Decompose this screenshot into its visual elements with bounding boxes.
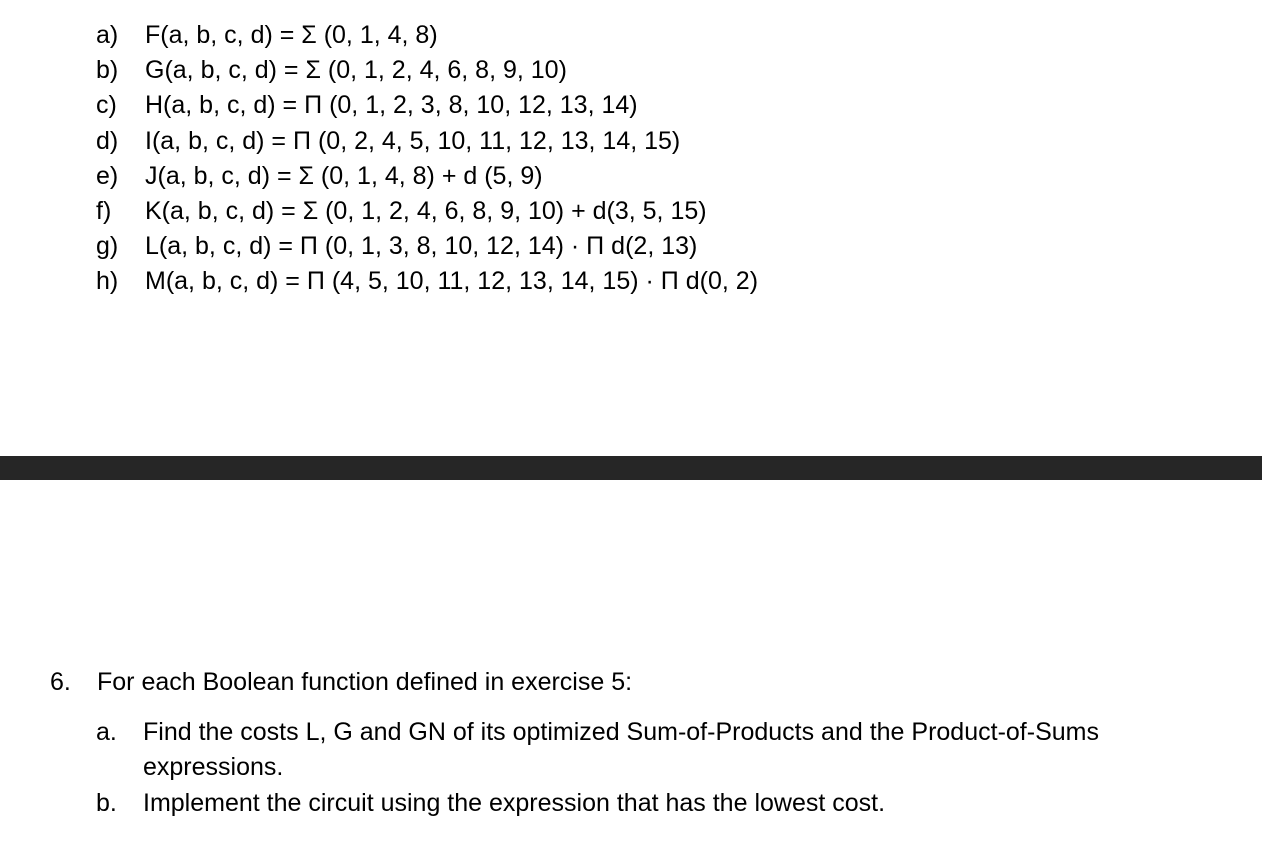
function-item-d — [96, 124, 1196, 159]
function-expression: G(a, b, c, d) = Σ (0, 1, 2, 4, 6, 8, 9, 10) — [145, 56, 567, 85]
function-item-b — [96, 53, 1196, 88]
function-expression: I(a, b, c, d) = Π (0, 2, 4, 5, 10, 11, 12, 13, 14, 15) — [145, 126, 681, 155]
exercise-number: 6. — [50, 667, 71, 696]
function-item-a — [96, 18, 1196, 53]
exercise-6 — [50, 664, 1240, 822]
exercise-5-function-list — [96, 18, 1196, 300]
function-item-f — [96, 194, 1196, 229]
function-expression: F(a, b, c, d) = Σ (0, 1, 4, 8) — [145, 21, 438, 50]
item-label: h) — [96, 267, 119, 296]
subtask-text: Find the costs L, G and GN of its optimized Sum-of-Products and the Product-of-Sums expressions. — [143, 718, 1099, 781]
item-label: a) — [96, 21, 119, 50]
item-label: b) — [96, 56, 119, 85]
function-item-g — [96, 229, 1196, 264]
exercise-6-subtasks — [96, 715, 1240, 821]
item-label: c) — [96, 91, 117, 120]
item-label: d) — [96, 126, 119, 155]
item-label: e) — [96, 161, 119, 190]
function-expression: M(a, b, c, d) = Π (4, 5, 10, 11, 12, 13, 14, 15) · Π d(0, 2) — [145, 267, 759, 296]
item-label: f) — [96, 197, 112, 226]
function-expression: L(a, b, c, d) = Π (0, 1, 3, 8, 10, 12, 14) · Π d(2, 13) — [145, 232, 698, 261]
function-item-h — [96, 264, 1196, 299]
function-expression: H(a, b, c, d) = Π (0, 1, 2, 3, 8, 10, 12, 13, 14) — [145, 91, 638, 120]
function-item-c — [96, 88, 1196, 123]
item-label: g) — [96, 232, 119, 261]
subtask-text: Implement the circuit using the expression that has the lowest cost. — [143, 789, 886, 817]
page-divider — [0, 456, 1262, 480]
function-expression: K(a, b, c, d) = Σ (0, 1, 2, 4, 6, 8, 9, 10) + d(3, 5, 15) — [145, 197, 707, 226]
exercise-6-heading — [50, 664, 1240, 700]
subtask-label: b. — [96, 789, 117, 817]
subtask-b — [96, 786, 1240, 821]
function-expression: J(a, b, c, d) = Σ (0, 1, 4, 8) + d (5, 9) — [145, 161, 543, 190]
exercise-heading-text: For each Boolean function defined in exercise 5: — [97, 667, 633, 696]
subtask-label: a. — [96, 718, 117, 746]
subtask-a — [96, 715, 1240, 785]
function-item-e — [96, 159, 1196, 194]
